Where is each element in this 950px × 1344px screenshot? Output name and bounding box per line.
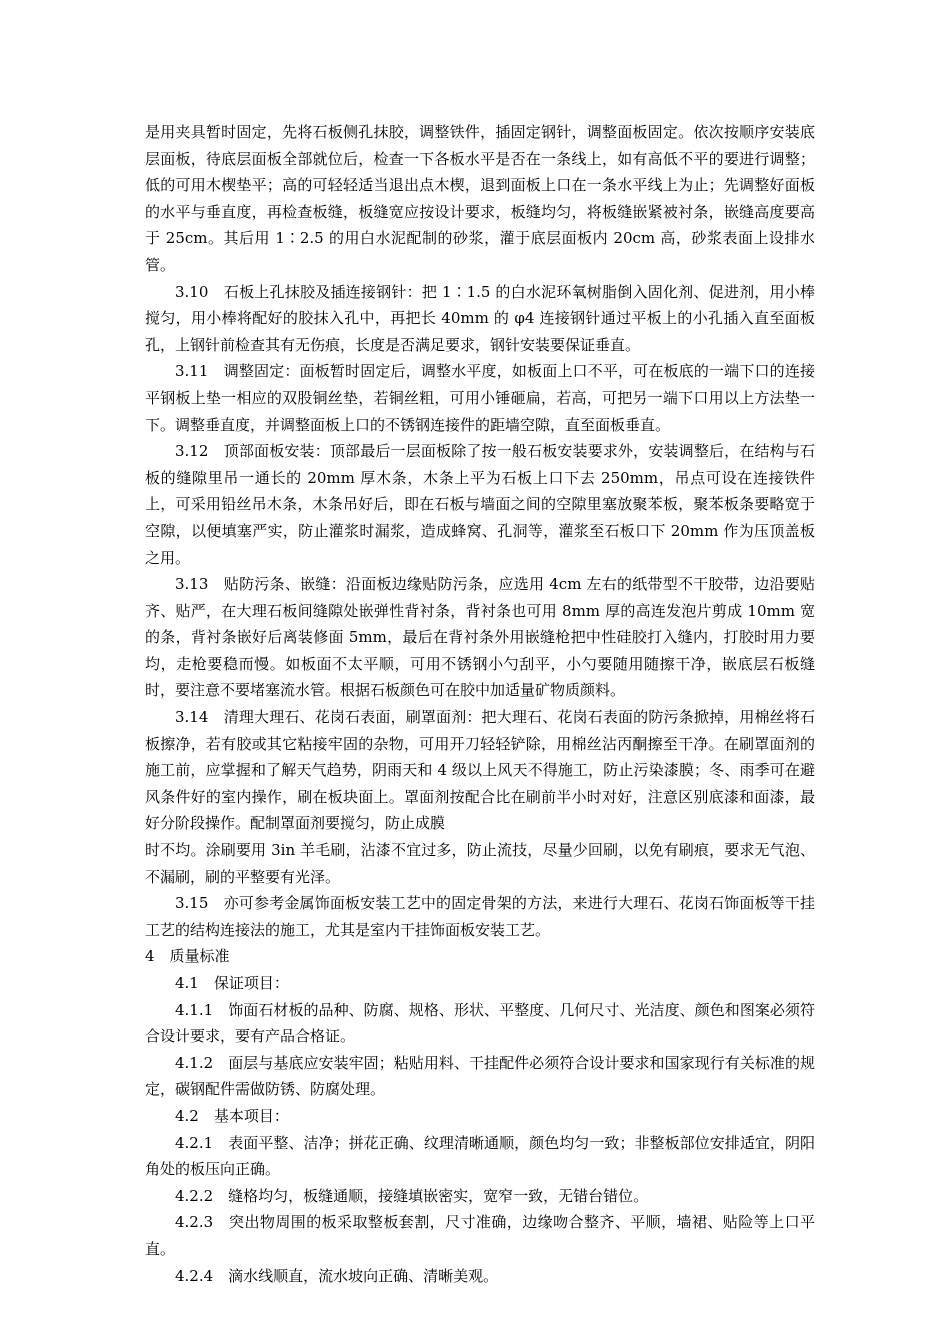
paragraph-4-1-1: 4.1.1 饰面石材板的品种、防腐、规格、形状、平整度、几何尺寸、光洁度、颜色和图案必须符合设计要求，要有产品合格证。 <box>145 1000 815 1046</box>
paragraph-3-15: 3.15 亦可参考金属饰面板安装工艺中的固定骨架的方法，来进行大理石、花岗石饰面板等干挂工艺的结构连接法的施工，尤其是室内干挂饰面板安装工艺。 <box>145 894 815 939</box>
paragraph-4-1: 4.1 保证项目： <box>175 974 289 992</box>
paragraph-3-13: 3.13 贴防污条、嵌缝：沿面板边缘贴防污条，应选用 4cm 左右的纸带型不干胶带，边沿要贴齐、贴严，在大理石板间缝隙处嵌弹性背衬条，背衬条也可用 8mm 厚的高连发泡片剪成 10mm 宽的条，背衬条嵌好后离装修面 5mm，最后在背衬条外用嵌缝枪把中性硅胶打入缝内，打胶时用力要均，走枪要稳而慢。如板面不太平顺，可用不锈钢小勺刮平，小勺要随用随擦干净，嵌底层石板缝时，要注意不要堵塞流水管。根据石板颜色可在胶中加适量矿物质颜料。 <box>145 575 815 700</box>
paragraph-3-14-continued: 时不均。涂刷要用 3in 羊毛刷，沾漆不宜过多，防止流技，尽量少回刷，以免有刷痕，要求无气泡、不漏刷，刷的平整要有光泽。 <box>145 841 815 886</box>
paragraph-3-10: 3.10 石板上孔抹胶及插连接钢针：把 1∶1.5 的白水泥环氧树脂倒入固化剂、促进剂，用小棒搅匀，用小棒将配好的胶抹入孔中，再把长 40mm 的 φ4 连接钢针通过平板上的小孔插入直至面板孔，上钢针前检查其有无伤痕，长度是否满足要求，钢针安装要保证垂直。 <box>145 282 815 354</box>
section-heading-4: 4 质量标准 <box>145 947 230 966</box>
paragraph-3-11: 3.11 调整固定：面板暂时固定后，调整水平度，如板面上口不平，可在板底的一端下口的连接平钢板上垫一相应的双股铜丝垫，若铜丝粗，可用小锤砸扁，若高，可把另一端下口用以上方法垫一下。调整垂直度，并调整面板上口的不锈钢连接件的距墙空隙，直至面板垂直。 <box>145 362 815 434</box>
paragraph-4-2-1: 4.2.1 表面平整、洁净；拼花正确、纹理清晰通顺，颜色均匀一致；非整板部位安排适宜，阴阳角处的板压向正确。 <box>145 1133 815 1179</box>
paragraph-continuation: 是用夹具暂时固定，先将石板侧孔抹胶，调整铁件，插固定钢针，调整面板固定。依次按顺序安装底层面板，待底层面板全部就位后，检查一下各板水平是否在一条线上，如有高低不平的要进行调整；低的可用木楔垫平；高的可轻轻适当退出点木楔，退到面板上口在一条水平线上为止；先调整好面板的水平与垂直度，再检查板缝，板缝宽应按设计要求，板缝均匀，将板缝嵌紧被衬条，嵌缝高度要高于 25cm。其后用 1∶2.5 的用白水泥配制的砂浆，灌于底层面板内 20cm 高，砂浆表面上设排水管。 <box>145 123 815 274</box>
paragraph-4-2-4: 4.2.4 滴水线顺直，流水坡向正确、清晰美观。 <box>175 1266 499 1285</box>
paragraph-4-2-2: 4.2.2 缝格均匀，板缝通顺，接缝填嵌密实，宽窄一致，无错台错位。 <box>175 1186 649 1205</box>
paragraph-4-2-3: 4.2.3 突出物周围的板采取整板套割，尺寸准确，边缘吻合整齐、平顺，墙裙、贴险等上口平直。 <box>145 1213 815 1258</box>
document-body <box>145 119 815 1289</box>
paragraph-4-1-2: 4.1.2 面层与基底应安装牢固；粘贴用料、干挂配件必须符合设计要求和国家现行有关标准的规定，碳钢配件需做防锈、防腐处理。 <box>145 1053 815 1099</box>
paragraph-3-12: 3.12 顶部面板安装：顶部最后一层面板除了按一般石板安装要求外，安装调整后，在结构与石板的缝隙里吊一通长的 20mm 厚木条，木条上平为石板上口下去 250mm，吊点可设在连接铁件上，可采用铅丝吊木条，木条吊好后，即在石板与墙面之间的空隙里塞放聚苯板，聚苯板条要略宽于空隙，以便填塞严实，防止灌浆时漏浆，造成蜂窝、孔洞等，灌浆至石板口下 20mm 作为压顶盖板之用。 <box>145 442 815 567</box>
paragraph-3-14: 3.14 清理大理石、花岗石表面，刷罩面剂：把大理石、花岗石表面的防污条掀掉，用棉丝将石板擦净，若有胶或其它粘接牢固的杂物，可用开刀轻轻铲除，用棉丝沾丙酮擦至干净。在刷罩面剂的施工前，应掌握和了解天气趋势，阴雨天和 4 级以上风天不得施工，防止污染漆膜；冬、雨季可在避风条件好的室内操作，刷在板块面上。罩面剂按配合比在刷前半小时对好，注意区别底漆和面漆，最好分阶段操作。配制罩面剂要搅匀，防止成膜 <box>145 708 815 833</box>
paragraph-4-2: 4.2 基本项目： <box>175 1106 289 1125</box>
